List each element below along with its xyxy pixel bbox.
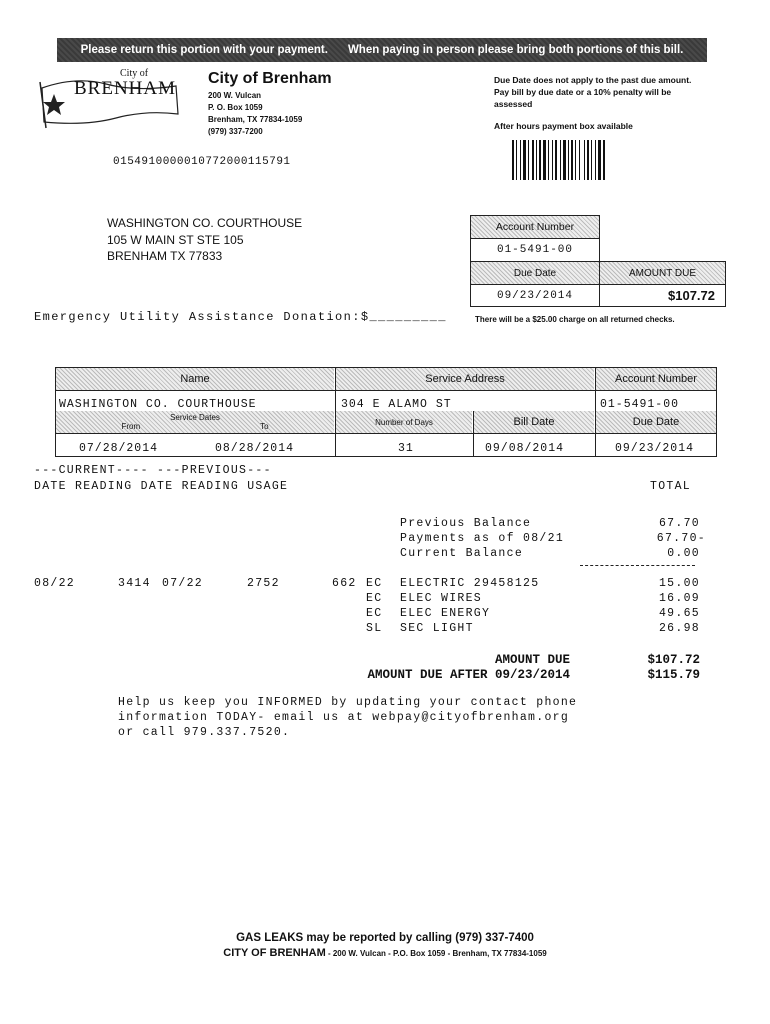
city-phone: (979) 337-7200: [208, 127, 263, 136]
footer-address: [0, 947, 770, 959]
divider: [335, 367, 336, 457]
usage: 662: [332, 577, 357, 590]
reading-header-line1: ---CURRENT---- ---PREVIOUS---: [34, 464, 272, 477]
charge-code: EC: [366, 577, 383, 590]
charge-desc: ELECTRIC 29458125: [400, 577, 540, 590]
donation-line: Emergency Utility Assistance Donation:$_________: [34, 310, 447, 324]
barcode-bar: [571, 140, 573, 180]
barcode-bar: [512, 140, 514, 180]
service-dates-label: Service Dates: [170, 413, 220, 422]
barcode-bar: [575, 140, 576, 180]
due-date-header: Due Date: [596, 411, 716, 433]
charge-code: SL: [366, 622, 383, 635]
divider: [595, 367, 596, 457]
barcode-bar: [528, 140, 529, 180]
account-number-value: 01-5491-00: [470, 238, 600, 262]
barcode-icon: [512, 140, 652, 180]
footer-city-name: CITY OF BRENHAM: [223, 947, 326, 959]
due-date-value: 09/23/2014: [470, 284, 600, 307]
city-logo: [36, 66, 186, 134]
charge-amount: 49.65: [658, 607, 700, 620]
balance-value: 67.70: [658, 517, 700, 530]
return-portion-banner: [57, 38, 707, 62]
barcode-bar: [568, 140, 569, 180]
detail-days: 31: [398, 442, 414, 455]
barcode-bar: [587, 140, 589, 180]
city-state-zip: Brenham, TX 77834-1059: [208, 115, 303, 124]
returned-checks-note: There will be a $25.00 charge on all returned checks.: [475, 315, 675, 324]
name-header: Name: [56, 368, 334, 390]
city-po-box: P. O. Box 1059: [208, 103, 263, 112]
message-line2: information TODAY- email us at webpay@cityofbrenham.org: [118, 711, 570, 724]
current-date: 08/22: [34, 577, 76, 590]
amount-due-label: AMOUNT DUE: [494, 653, 570, 667]
detail-due-date: 09/23/2014: [615, 442, 695, 455]
detail-account-number: 01-5491-00: [600, 398, 680, 411]
charge-desc: ELEC ENERGY: [400, 607, 491, 620]
brenham-flag-icon: [36, 66, 186, 134]
amount-due-total: $107.72: [647, 653, 700, 667]
customer-name: WASHINGTON CO. COURTHOUSE: [107, 216, 303, 230]
barcode-bar: [552, 140, 553, 180]
account-number-header: Account Number: [596, 368, 716, 390]
barcode-bar: [598, 140, 601, 180]
balance-label: Current Balance: [400, 547, 524, 560]
divider: [55, 433, 717, 434]
barcode-bar: [584, 140, 585, 180]
amount-due-after-label: AMOUNT DUE AFTER 09/23/2014: [367, 668, 570, 682]
service-detail-grid: [55, 367, 717, 457]
barcode-bar: [579, 140, 580, 180]
to-label: To: [260, 422, 269, 431]
gas-leaks-notice: GAS LEAKS may be reported by calling (979) 337-7400: [236, 932, 534, 944]
city-street: 200 W. Vulcan: [208, 91, 262, 100]
service-dates-header: [56, 411, 334, 433]
banner-left-text: Please return this portion with your payment.: [80, 44, 328, 56]
detail-name: WASHINGTON CO. COURTHOUSE: [59, 398, 257, 411]
banner-right-text: When paying in person please bring both portions of this bill.: [347, 44, 684, 56]
charge-code: EC: [366, 592, 383, 605]
subtotal-rule: [580, 565, 695, 566]
barcode-bar: [555, 140, 557, 180]
balance-value: 0.00: [667, 547, 700, 560]
detail-bill-date: 09/08/2014: [485, 442, 565, 455]
barcode-bar: [548, 140, 549, 180]
logo-small-text: City of: [120, 68, 149, 79]
due-date-label: Due Date: [470, 261, 600, 285]
current-reading: 3414: [118, 577, 151, 590]
previous-date: 07/22: [162, 577, 204, 590]
balance-label: Previous Balance: [400, 517, 532, 530]
balance-label: Payments as of 08/21: [400, 532, 565, 545]
barcode-bar: [543, 140, 546, 180]
days-header: Number of Days: [336, 411, 472, 433]
account-box: [470, 215, 726, 307]
detail-service-address: 304 E ALAMO ST: [341, 398, 452, 411]
barcode-bar: [603, 140, 605, 180]
due-date-note: Due Date does not apply to the past due amount. Pay bill by due date or a 10% penalty will be assessed: [494, 75, 692, 109]
barcode-bar: [560, 140, 561, 180]
barcode-bar: [536, 140, 537, 180]
amount-due-label: AMOUNT DUE: [599, 261, 726, 285]
balance-value: 67.70-: [656, 532, 706, 545]
barcode-bar: [520, 140, 521, 180]
charge-amount: 26.98: [658, 622, 700, 635]
charge-amount: 15.00: [658, 577, 700, 590]
total-header: TOTAL: [650, 480, 692, 493]
city-name: City of Brenham: [208, 70, 332, 87]
divider: [473, 411, 474, 457]
footer-city-address: - 200 W. Vulcan - P.O. Box 1059 - Brenham, TX 77834-1059: [325, 949, 547, 958]
service-address-header: Service Address: [336, 368, 594, 390]
charge-code: EC: [366, 607, 383, 620]
barcode-bar: [539, 140, 541, 180]
customer-street: 105 W MAIN ST STE 105: [107, 233, 244, 247]
from-label: From: [121, 422, 141, 431]
barcode-bar: [532, 140, 534, 180]
detail-from: 07/28/2014: [79, 442, 159, 455]
message-line3: or call 979.337.7520.: [118, 726, 291, 739]
charge-amount: 16.09: [658, 592, 700, 605]
customer-city: BRENHAM TX 77833: [107, 249, 223, 263]
amount-due-value: $107.72: [599, 284, 726, 307]
scan-line: 0154910000010772000115791: [113, 156, 291, 168]
divider: [55, 390, 717, 391]
barcode-bar: [516, 140, 517, 180]
from-to-labels: [121, 422, 268, 431]
barcode-bar: [591, 140, 592, 180]
detail-to: 08/28/2014: [215, 442, 295, 455]
logo-name: BRENHAM: [74, 78, 177, 99]
amount-due-after-total: $115.79: [647, 668, 700, 682]
charge-desc: ELEC WIRES: [400, 592, 483, 605]
after-hours-note: After hours payment box available: [494, 121, 633, 131]
message-line1: Help us keep you INFORMED by updating your contact phone: [118, 696, 578, 709]
charge-desc: SEC LIGHT: [400, 622, 474, 635]
barcode-bar: [523, 140, 526, 180]
barcode-bar: [595, 140, 596, 180]
account-number-label: Account Number: [470, 215, 600, 239]
bill-date-header: Bill Date: [474, 411, 594, 433]
previous-reading: 2752: [247, 577, 280, 590]
barcode-bar: [563, 140, 566, 180]
reading-header-line2: DATE READING DATE READING USAGE: [34, 480, 289, 493]
